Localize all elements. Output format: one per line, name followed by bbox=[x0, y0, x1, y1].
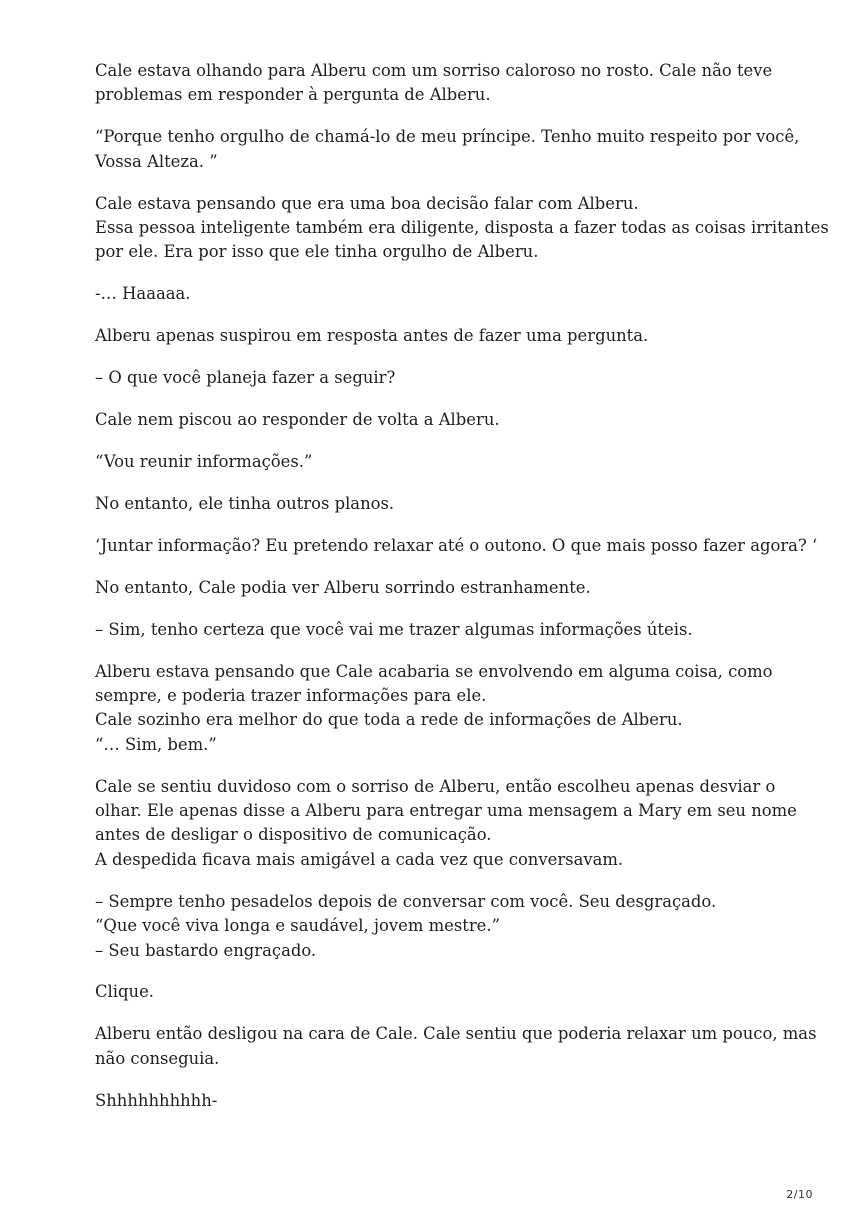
text-line: por ele. Era por isso que ele tinha orgulho de Alberu. bbox=[95, 242, 539, 262]
text-line: -… Haaaaa. bbox=[95, 284, 191, 304]
text-line: “Que você viva longa e saudável, jovem mestre.” bbox=[95, 916, 500, 936]
text-line: Cale sozinho era melhor do que toda a rede de informações de Alberu. bbox=[95, 710, 683, 730]
text-line: “Vou reunir informações.” bbox=[95, 451, 313, 471]
text-line: “… Sim, bem.” bbox=[95, 734, 217, 754]
text-line: Cale estava olhando para Alberu com um sorriso caloroso no rosto. Cale não teve bbox=[95, 61, 773, 80]
text-line: sempre, e poderia trazer informações para ele. bbox=[95, 685, 487, 705]
paragraph bbox=[95, 980, 775, 1004]
paragraph bbox=[95, 890, 775, 963]
text-line: Cale nem piscou ao responder de volta a Alberu. bbox=[95, 410, 500, 430]
text-line: No entanto, ele tinha outros planos. bbox=[95, 493, 395, 513]
paragraph bbox=[95, 1022, 817, 1071]
page-number: 2/10 bbox=[786, 1188, 813, 1201]
text-line: Cale estava pensando que era uma boa decisão falar com Alberu. bbox=[95, 193, 639, 213]
text-line: A despedida ficava mais amigável a cada vez que conversavam. bbox=[95, 849, 624, 869]
text-line: Vossa Alteza. ” bbox=[95, 151, 218, 171]
text-line: Essa pessoa inteligente também era diligente, disposta a fazer todas as coisas irritantes bbox=[95, 218, 829, 238]
text-line: – Sim, tenho certeza que você vai me trazer algumas informações úteis. bbox=[95, 619, 693, 639]
paragraph bbox=[95, 59, 775, 108]
text-line: – Sempre tenho pesadelos depois de conversar com você. Seu desgraçado. bbox=[95, 891, 717, 911]
text-line: Alberu então desligou na cara de Cale. Cale sentiu que poderia relaxar um pouco, mas bbox=[95, 1024, 817, 1044]
paragraph bbox=[95, 324, 775, 348]
text-line: olhar. Ele apenas disse a Alberu para entregar uma mensagem a Mary em seu nome bbox=[95, 801, 797, 821]
paragraph bbox=[95, 492, 775, 516]
text-line: não conseguia. bbox=[95, 1048, 220, 1068]
paragraph bbox=[95, 660, 775, 758]
text-line: problemas em responder à pergunta de Alberu. bbox=[95, 85, 491, 105]
paragraph bbox=[95, 408, 775, 432]
text-line: Clique. bbox=[95, 982, 154, 1002]
document-body bbox=[95, 59, 829, 1131]
paragraph bbox=[95, 775, 797, 873]
text-line: Alberu estava pensando que Cale acabaria se envolvendo em alguma coisa, como bbox=[95, 661, 773, 681]
paragraph bbox=[95, 450, 775, 474]
paragraph bbox=[95, 1089, 775, 1113]
text-line: – O que você planeja fazer a seguir? bbox=[95, 368, 396, 388]
paragraph bbox=[95, 534, 818, 558]
text-line: Shhhhhhhhhh- bbox=[95, 1090, 218, 1110]
paragraph bbox=[95, 192, 829, 265]
paragraph bbox=[95, 618, 775, 642]
text-line: “Porque tenho orgulho de chamá-lo de meu príncipe. Tenho muito respeito por você, bbox=[95, 127, 800, 147]
paragraph bbox=[95, 366, 775, 390]
text-line: ‘Juntar informação? Eu pretendo relaxar até o outono. O que mais posso fazer agora? ‘ bbox=[95, 535, 818, 555]
paragraph bbox=[95, 282, 775, 306]
paragraph bbox=[95, 125, 800, 174]
text-line: Alberu apenas suspirou em resposta antes de fazer uma pergunta. bbox=[95, 326, 649, 346]
paragraph bbox=[95, 576, 775, 600]
text-line: Cale se sentiu duvidoso com o sorriso de Alberu, então escolheu apenas desviar o bbox=[95, 776, 776, 796]
text-line: – Seu bastardo engraçado. bbox=[95, 940, 317, 960]
text-line: No entanto, Cale podia ver Alberu sorrindo estranhamente. bbox=[95, 577, 591, 597]
text-line: antes de desligar o dispositivo de comunicação. bbox=[95, 825, 492, 845]
